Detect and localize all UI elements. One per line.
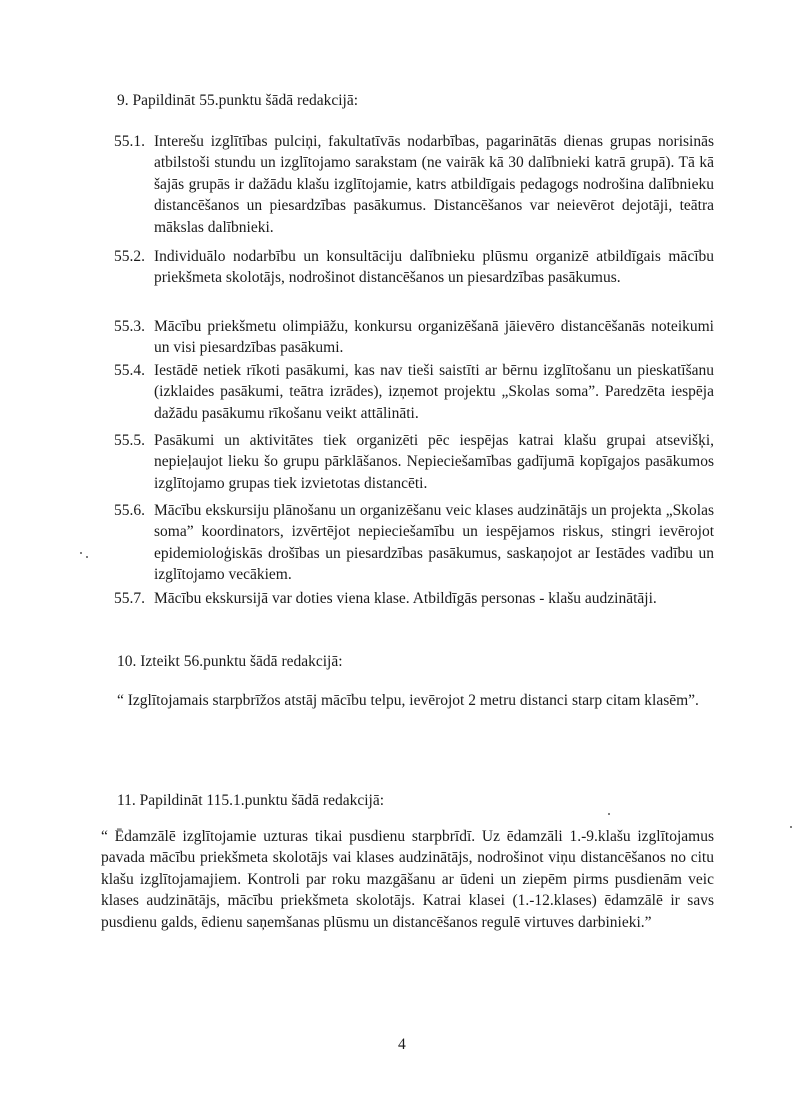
item-text: Pasākumi un aktivitātes tiek organizēti pēc iespējas katrai klašu grupai atsevišķi, nepieļaujot lieku šo grupu pārklāšanos. Nepieciešamības gadījumā kopīgajos pasākumos izglītojamo grupas tiek izvietotas distancēti. [154, 432, 714, 492]
item-55-6 [114, 500, 714, 586]
item-number: 55.5. [114, 432, 145, 449]
item-text: Mācību ekskursiju plānošanu un organizēšanu veic klases audzinātājs un projekta „Skolas soma” koordinators, izvērtējot nepieciešamību un iespējamos riskus, stingri ievērojot epidemioloģiskās drošības un piesardzības pasākumus, saskaņojot ar Iestādes vadību un izglītojamo vecākiem. [154, 502, 714, 584]
item-text: Interešu izglītības pulciņi, fakultatīvās nodarbības, pagarinātās dienas grupas norisinās atbilstoši stundu un izglītojamo sarakstam (ne vairāk kā 30 dalībnieki katrā grupā). Tā kā šajās grupās ir dažādu klašu izglītojamie, katrs atbildīgais pedagogs nodrošina dalībnieku distancēšanos un piesardzības pasākumus. Distancēšanos var neievērot dejotāji, teātra mākslas dalībnieki. [154, 133, 714, 236]
item-text: Iestādē netiek rīkoti pasākumi, kas nav tieši saistīti ar bērnu izglītošanu un pieskatīšanu (izklaides pasākumi, teātra izrādes), izņemot projektu „Skolas soma”. Paredzēta iespēja dažādu pasākumu rīkošanu veikt attālināti. [154, 362, 714, 422]
item-number: 55.3. [114, 318, 145, 335]
item-number: 55.1. [114, 133, 145, 150]
section-10-heading: 10. Izteikt 56.punktu šādā redakcijā: [117, 653, 343, 670]
item-number: 55.2. [114, 248, 145, 265]
item-55-3 [114, 316, 714, 359]
item-55-2 [114, 246, 714, 289]
page-number: 4 [398, 1036, 406, 1053]
item-55-7 [114, 588, 714, 609]
item-55-1 [114, 131, 714, 238]
section-10-quote: “ Izglītojamais starpbrīžos atstāj mācību telpu, ievērojot 2 metru distanci starp citam klasēm”. [117, 692, 699, 709]
item-number: 55.7. [114, 590, 145, 607]
item-text: Mācību ekskursijā var doties viena klase. Atbildīgās personas - klašu audzinātāji. [154, 590, 657, 607]
section-11-quote: “ Ēdamzālē izglītojamie uzturas tikai pusdienu starpbrīdī. Uz ēdamzāli 1.-9.klašu izglītojamus pavada mācību priekšmeta skolotājs vai klases audzinātājs, nodrošinot viņu distancēšanos no citu klašu izglītojamajiem. Kontroli par roku mazgāšanu ar ūdeni un ziepēm pirms pusdienām veic klases audzinātājs, mācību priekšmeta skolotājs. Katrai klasei (1.-12.klases) ēdamzālē ir savs pusdienu galds, ēdienu saņemšanas plūsmu un distancēšanos regulē virtuves darbinieki.” [101, 828, 714, 931]
section-9-heading: 9. Papildināt 55.punktu šādā redakcijā: [117, 92, 359, 109]
item-text: Individuālo nodarbību un konsultāciju dalībnieku plūsmu organizē atbildīgais mācību priekšmeta skolotājs, nodrošinot distancēšanos un piesardzības pasākumus. [154, 248, 714, 287]
item-55-4 [114, 360, 714, 424]
item-text: Mācību priekšmetu olimpiāžu, konkursu organizēšanā jāievēro distancēšanās noteikumi un visi piesardzības pasākumi. [154, 318, 714, 357]
section-11-heading: 11. Papildināt 115.1.punktu šādā redakcijā: [117, 792, 385, 809]
scan-speck [86, 556, 88, 558]
scan-speck [608, 813, 610, 815]
item-number: 55.6. [114, 502, 145, 519]
scan-speck [790, 826, 792, 828]
item-55-5 [114, 430, 714, 494]
item-number: 55.4. [114, 362, 145, 379]
scan-speck [80, 552, 82, 554]
